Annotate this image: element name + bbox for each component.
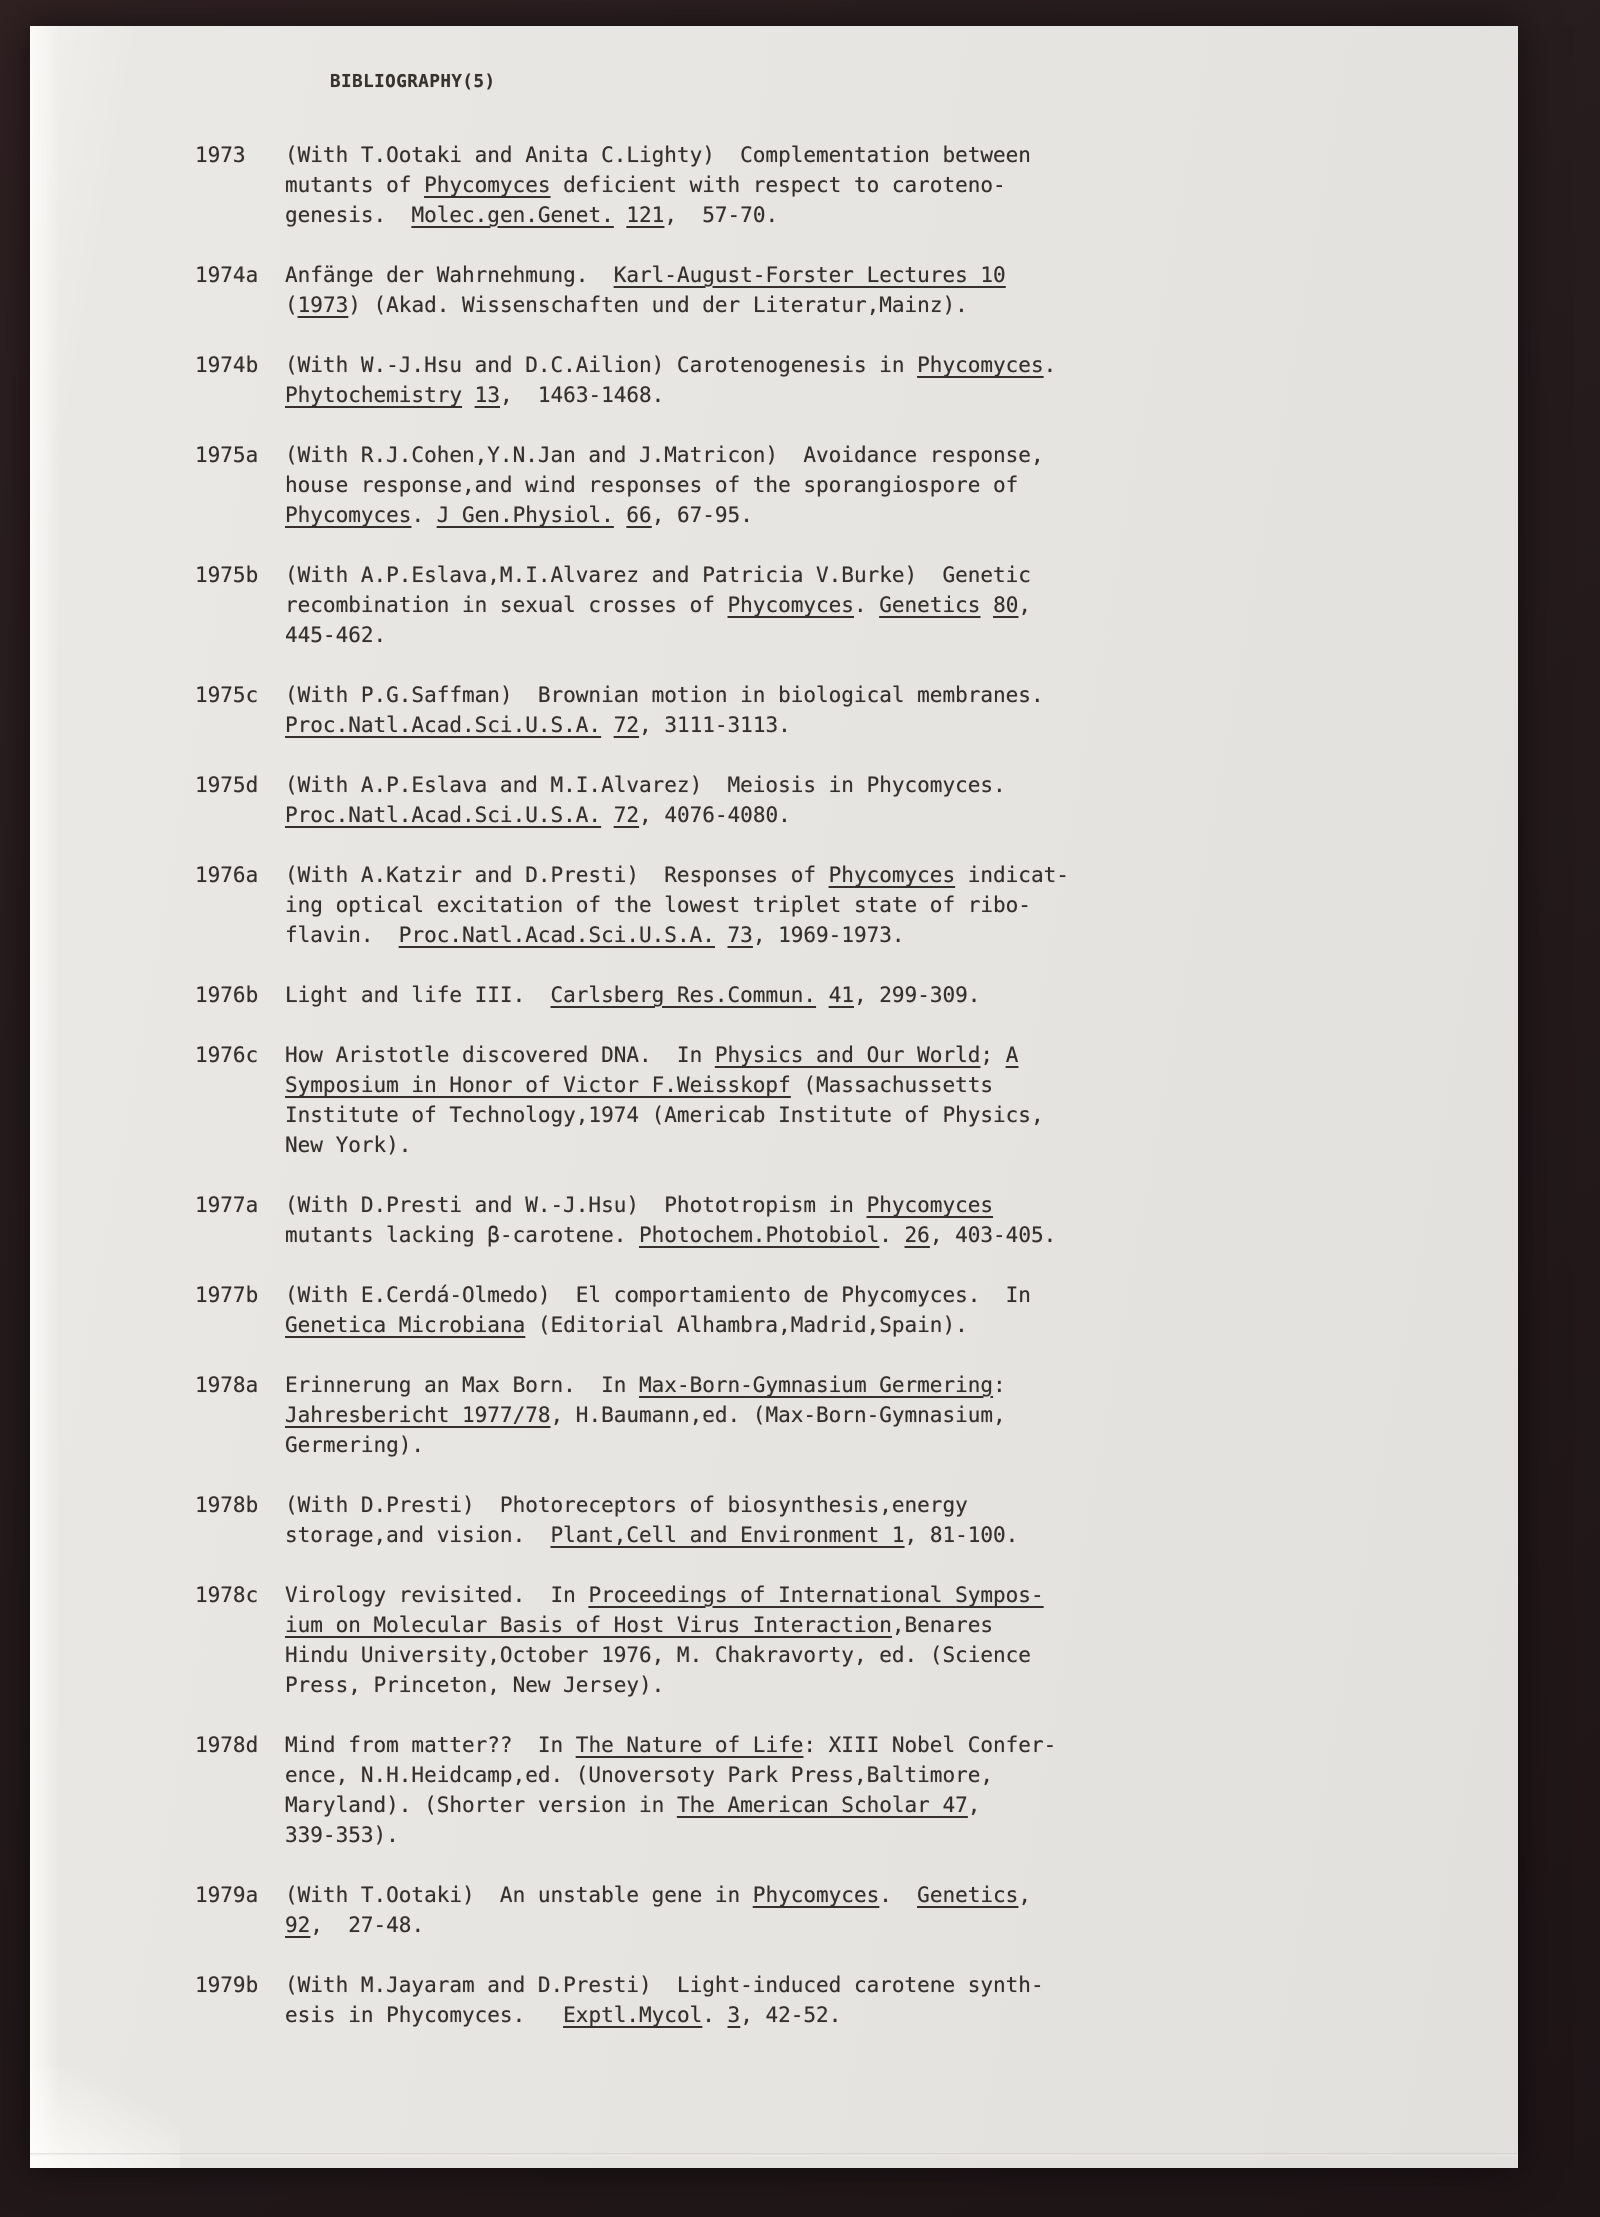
entry-year-label: 1975d [195, 773, 259, 797]
page-title: BIBLIOGRAPHY(5) [330, 72, 496, 92]
bib-entry [195, 860, 1495, 950]
entry-line: 92, 27-48. [285, 1913, 425, 1937]
entry-line: recombination in sexual crosses of Phycomyces. Genetics 80, [285, 593, 1032, 617]
entry-line: Mind from matter?? In The Nature of Life: XIII Nobel Confer- [285, 1733, 1057, 1757]
entry-line: (With A.Katzir and D.Presti) Responses of Phycomyces indicat- [285, 863, 1069, 887]
entry-year-label: 1976b [195, 983, 259, 1007]
entry-line: flavin. Proc.Natl.Acad.Sci.U.S.A. 73, 1969-1973. [285, 923, 905, 947]
bib-entry [195, 1190, 1495, 1250]
entry-line: Symposium in Honor of Victor F.Weisskopf (Massachussetts [285, 1073, 994, 1097]
entry-text [285, 1880, 1495, 1940]
entry-line: (With R.J.Cohen,Y.N.Jan and J.Matricon) Avoidance response, [285, 443, 1044, 467]
entry-line: Hindu University,October 1976, M. Chakravorty, ed. (Science [285, 1643, 1031, 1667]
entry-year-label: 1978b [195, 1493, 259, 1517]
bib-entry [195, 1040, 1495, 1160]
entry-line: (With D.Presti) Photoreceptors of biosynthesis,energy [285, 1493, 968, 1517]
entry-line: mutants lacking β-carotene. Photochem.Photobiol. 26, 403-405. [285, 1223, 1057, 1247]
entry-year-label: 1977b [195, 1283, 259, 1307]
entry-line: esis in Phycomyces. Exptl.Mycol. 3, 42-52. [285, 2003, 842, 2027]
entry-line: 445-462. [285, 623, 387, 647]
entry-text [285, 1970, 1495, 2030]
entry-text [285, 1040, 1495, 1160]
bib-entry [195, 1970, 1495, 2030]
entry-line: Proc.Natl.Acad.Sci.U.S.A. 72, 3111-3113. [285, 713, 791, 737]
entry-year-label: 1977a [195, 1193, 259, 1217]
paper-sheet [30, 26, 1518, 2168]
entry-text [285, 1580, 1495, 1700]
entry-line: genesis. Molec.gen.Genet. 121, 57-70. [285, 203, 779, 227]
entry-line: storage,and vision. Plant,Cell and Environment 1, 81-100. [285, 1523, 1019, 1547]
entry-line: New York). [285, 1133, 412, 1157]
paper-left-edge [30, 26, 60, 2168]
bib-entry [195, 440, 1495, 530]
entry-text [285, 1730, 1495, 1850]
bib-entry [195, 1490, 1495, 1550]
bib-entry [195, 1370, 1495, 1460]
entry-line: house response,and wind responses of the sporangiospore of [285, 473, 1019, 497]
entry-line: (With A.P.Eslava and M.I.Alvarez) Meiosis in Phycomyces. [285, 773, 1006, 797]
entry-line: 339-353). [285, 1823, 399, 1847]
entry-year-label: 1975c [195, 683, 259, 707]
entry-text [285, 680, 1495, 740]
entry-text [285, 1190, 1495, 1250]
entry-line: mutants of Phycomyces deficient with respect to caroteno- [285, 173, 1006, 197]
entry-year-label: 1979a [195, 1883, 259, 1907]
entry-line: (With P.G.Saffman) Brownian motion in biological membranes. [285, 683, 1044, 707]
bibliography-list [195, 140, 1495, 2060]
entry-line: (With T.Ootaki) An unstable gene in Phycomyces. Genetics, [285, 1883, 1031, 1907]
entry-text [285, 980, 1495, 1010]
bib-entry [195, 1880, 1495, 1940]
entry-year-label: 1978a [195, 1373, 259, 1397]
entry-line: Proc.Natl.Acad.Sci.U.S.A. 72, 4076-4080. [285, 803, 791, 827]
bib-entry [195, 350, 1495, 410]
entry-text [285, 770, 1495, 830]
entry-year-label: 1973 [195, 143, 246, 167]
entry-text [285, 860, 1495, 950]
entry-year-label: 1978d [195, 1733, 259, 1757]
entry-line: Germering). [285, 1433, 425, 1457]
entry-text [285, 260, 1495, 320]
entry-year-label: 1975b [195, 563, 259, 587]
entry-line: (With M.Jayaram and D.Presti) Light-induced carotene synth- [285, 1973, 1044, 1997]
entry-line: Light and life III. Carlsberg Res.Commun. 41, 299-309. [285, 983, 981, 1007]
entry-line: How Aristotle discovered DNA. In Physics and Our World; A [285, 1043, 1019, 1067]
bib-entry [195, 680, 1495, 740]
entry-text [285, 350, 1495, 410]
entry-line: (1973) (Akad. Wissenschaften und der Literatur,Mainz). [285, 293, 968, 317]
entry-line: ing optical excitation of the lowest triplet state of ribo- [285, 893, 1031, 917]
entry-year-label: 1974a [195, 263, 259, 287]
entry-year-label: 1979b [195, 1973, 259, 1997]
bib-entry [195, 980, 1495, 1010]
entry-line: (With W.-J.Hsu and D.C.Ailion) Carotenogenesis in Phycomyces. [285, 353, 1057, 377]
entry-year-label: 1976c [195, 1043, 259, 1067]
entry-text [285, 440, 1495, 530]
entry-text [285, 1490, 1495, 1550]
bib-entry [195, 1280, 1495, 1340]
entry-text [285, 140, 1495, 230]
entry-text [285, 1280, 1495, 1340]
entry-line: Anfänge der Wahrnehmung. Karl-August-Forster Lectures 10 [285, 263, 1006, 287]
entry-line: Phytochemistry 13, 1463-1468. [285, 383, 665, 407]
entry-line: Press, Princeton, New Jersey). [285, 1673, 665, 1697]
entry-line: Institute of Technology,1974 (Americab Institute of Physics, [285, 1103, 1044, 1127]
entry-year-label: 1974b [195, 353, 259, 377]
entry-line: Jahresbericht 1977/78, H.Baumann,ed. (Max-Born-Gymnasium, [285, 1403, 1006, 1427]
entry-text [285, 560, 1495, 650]
entry-line: (With D.Presti and W.-J.Hsu) Phototropism in Phycomyces [285, 1193, 994, 1217]
bib-entry [195, 770, 1495, 830]
bib-entry [195, 1730, 1495, 1850]
entry-text [285, 1370, 1495, 1460]
bib-entry [195, 1580, 1495, 1700]
entry-line: Genetica Microbiana (Editorial Alhambra,Madrid,Spain). [285, 1313, 968, 1337]
entry-line: Maryland). (Shorter version in The American Scholar 47, [285, 1793, 981, 1817]
entry-line: (With A.P.Eslava,M.I.Alvarez and Patricia V.Burke) Genetic [285, 563, 1031, 587]
entry-year-label: 1975a [195, 443, 259, 467]
entry-year-label: 1976a [195, 863, 259, 887]
entry-line: Erinnerung an Max Born. In Max-Born-Gymnasium Germering: [285, 1373, 1006, 1397]
entry-line: (With E.Cerdá-Olmedo) El comportamiento de Phycomyces. In [285, 1283, 1031, 1307]
bib-entry [195, 260, 1495, 320]
entry-line: ium on Molecular Basis of Host Virus Interaction,Benares [285, 1613, 994, 1637]
bib-entry [195, 140, 1495, 230]
underlying-sheet-edge [30, 2153, 1518, 2156]
bib-entry [195, 560, 1495, 650]
entry-line: Virology revisited. In Proceedings of International Sympos- [285, 1583, 1044, 1607]
entry-line: Phycomyces. J Gen.Physiol. 66, 67-95. [285, 503, 753, 527]
entry-line: ence, N.H.Heidcamp,ed. (Unoversoty Park Press,Baltimore, [285, 1763, 994, 1787]
entry-line: (With T.Ootaki and Anita C.Lighty) Complementation between [285, 143, 1031, 167]
entry-year-label: 1978c [195, 1583, 259, 1607]
